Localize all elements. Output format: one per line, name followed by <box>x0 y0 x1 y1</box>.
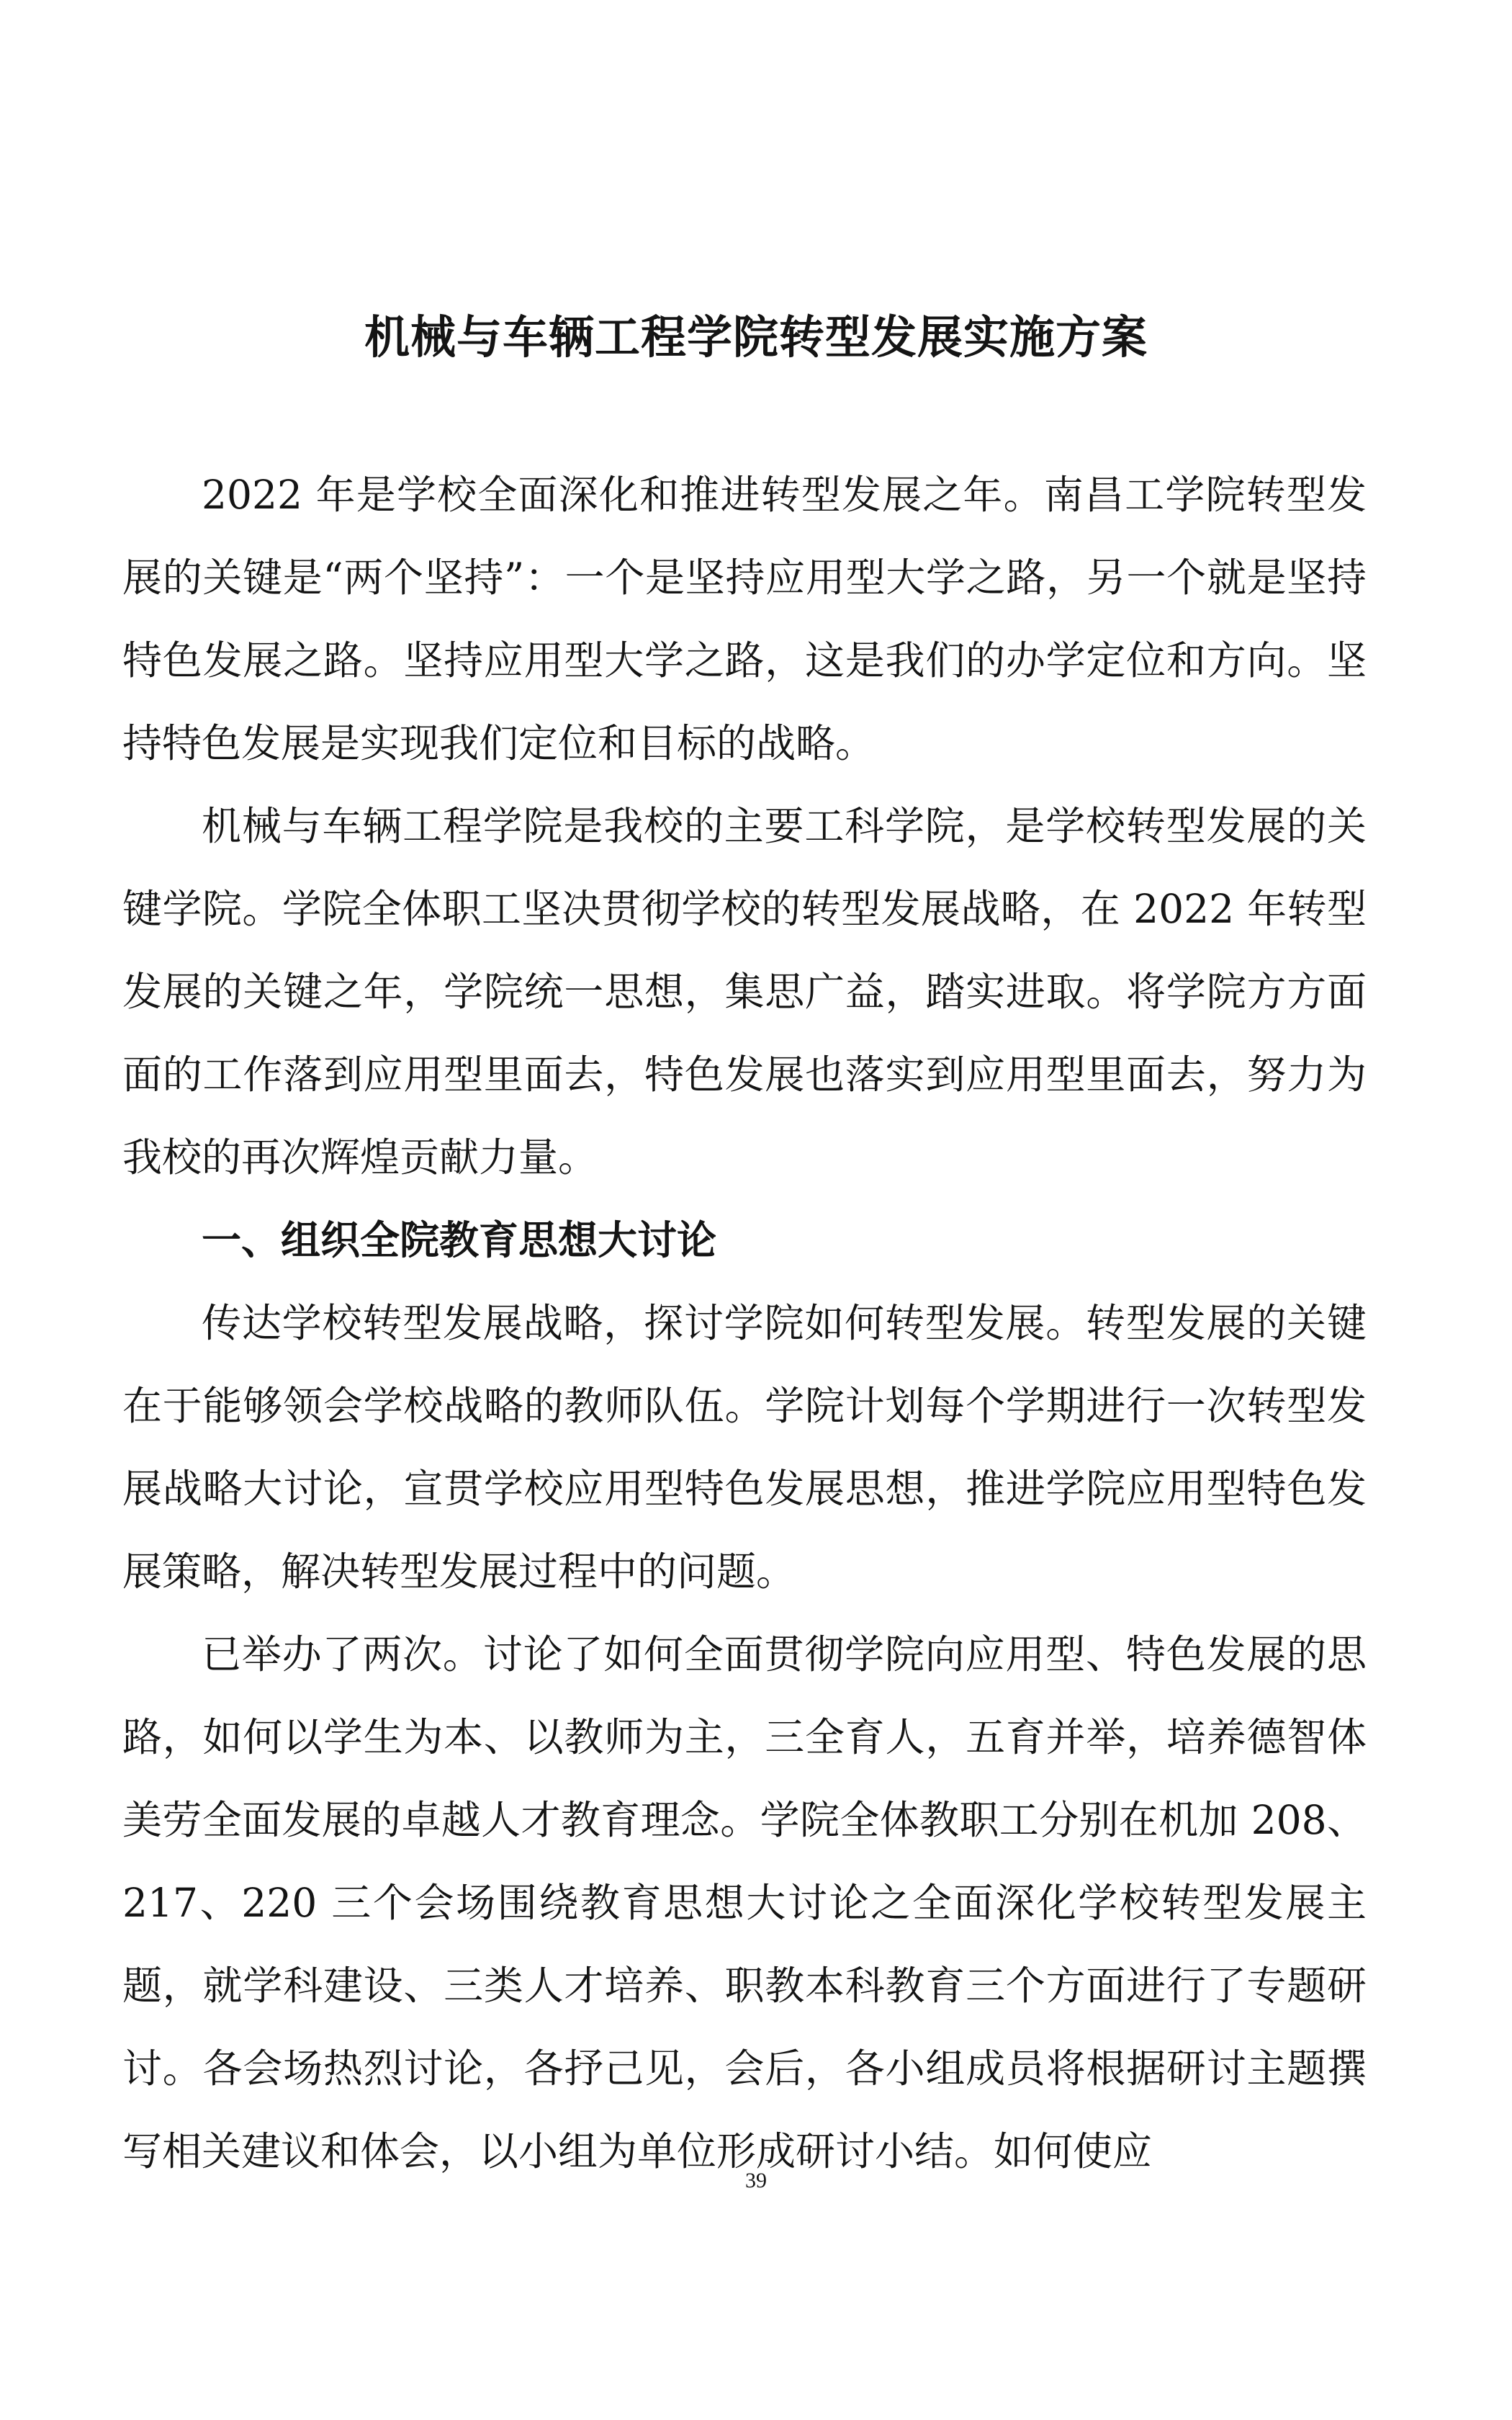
page-number: 39 <box>745 2169 767 2192</box>
section-paragraph: 已举办了两次。讨论了如何全面贯彻学院向应用型、特色发展的思路，如何以学生为本、以教师为主，三全育人，五育并举，培养德智体美劳全面发展的卓越人才教育理念。学院全体教职工分别在机加 208、217、220 三个会场围绕教育思想大讨论之全面深化学校转型发展主题，就学科建设、三类人才培养、职教本科教育三个方面进行了专题研讨。各会场热烈讨论，各抒己见，会后，各小组成员将根据研讨主题撰写相关建议和体会，以小组为单位形成研讨小结。如何使应 <box>122 1631 1367 2174</box>
section-paragraph: 传达学校转型发展战略，探讨学院如何转型发展。转型发展的关键在于能够领会学校战略的教师队伍。学院计划每个学期进行一次转型发展战略大讨论，宣贯学校应用型特色发展思想，推进学院应用型特色发展策略，解决转型发展过程中的问题。 <box>122 1300 1367 1595</box>
document-title: 机械与车辆工程学院转型发展实施方案 <box>364 310 1148 364</box>
section-heading: 一、组织全院教育思想大讨论 <box>202 1217 717 1263</box>
intro-paragraph: 2022 年是学校全面深化和推进转型发展之年。南昌工学院转型发展的关键是“两个坚持”：一个是坚持应用型大学之路，另一个就是坚持特色发展之路。坚持应用型大学之路，这是我们的办学定位和方向。坚持特色发展是实现我们定位和目标的战略。 <box>122 472 1367 766</box>
document-body <box>122 454 1367 2193</box>
college-paragraph: 机械与车辆工程学院是我校的主要工科学院，是学校转型发展的关键学院。学院全体职工坚决贯彻学校的转型发展战略，在 2022 年转型发展的关键之年，学院统一思想，集思广益，踏实进取。将学院方方面面的工作落到应用型里面去，特色发展也落实到应用型里面去，努力为我校的再次辉煌贡献力量。 <box>122 803 1367 1180</box>
